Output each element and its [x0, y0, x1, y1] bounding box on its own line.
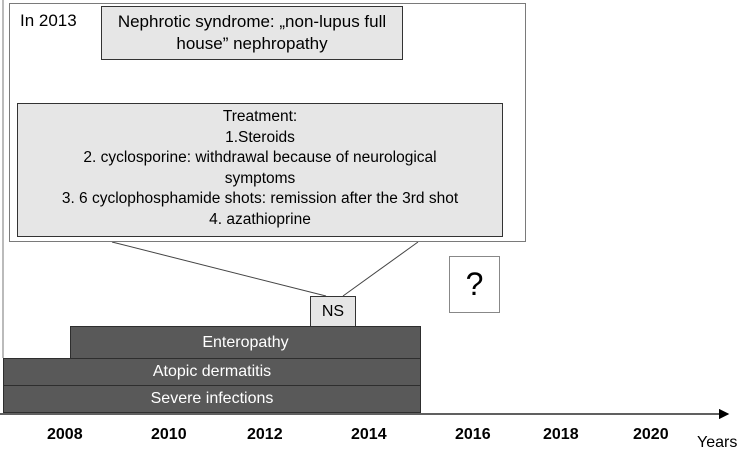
unknown-marker — [449, 256, 500, 313]
callout-year-label: In 2013 — [20, 11, 77, 30]
bar-atopic-dermatitis — [3, 358, 421, 386]
question-mark: ? — [465, 266, 484, 302]
ns-label: NS — [321, 302, 345, 320]
tick-2016: 2016 — [455, 426, 491, 443]
ns-marker — [310, 296, 356, 327]
treatment-item-4: 4. azathioprine — [209, 210, 311, 228]
tick-2012: 2012 — [247, 426, 283, 443]
tick-2008: 2008 — [47, 426, 83, 443]
axis-unit-label: Years — [697, 434, 738, 451]
bar-enteropathy — [70, 326, 421, 359]
treatment-item-2: 2. cyclosporine: withdrawal because of neurological symptoms — [83, 149, 437, 187]
tick-2014: 2014 — [351, 426, 387, 443]
callout-connector-right — [343, 242, 418, 296]
tick-2010: 2010 — [151, 426, 187, 443]
bar-enteropathy-label: Enteropathy — [202, 333, 289, 351]
diagnosis-box — [101, 6, 403, 60]
bar-severe-infections-label: Severe infections — [150, 390, 274, 407]
treatment-heading: Treatment: — [222, 108, 298, 125]
treatment-box — [17, 103, 503, 237]
treatment-item-3: 3. 6 cyclophosphamide shots: remission after the 3rd shot — [61, 190, 459, 207]
bar-atopic-dermatitis-label: Atopic dermatitis — [152, 363, 272, 380]
treatment-item-1: 1.Steroids — [225, 128, 295, 146]
tick-2018: 2018 — [543, 426, 579, 443]
tick-2020: 2020 — [633, 426, 669, 443]
callout-connector-left — [112, 242, 326, 296]
bar-severe-infections — [3, 385, 421, 413]
diagnosis-text: Nephrotic syndrome: „non-lupus full house” nephropathy — [117, 12, 387, 53]
